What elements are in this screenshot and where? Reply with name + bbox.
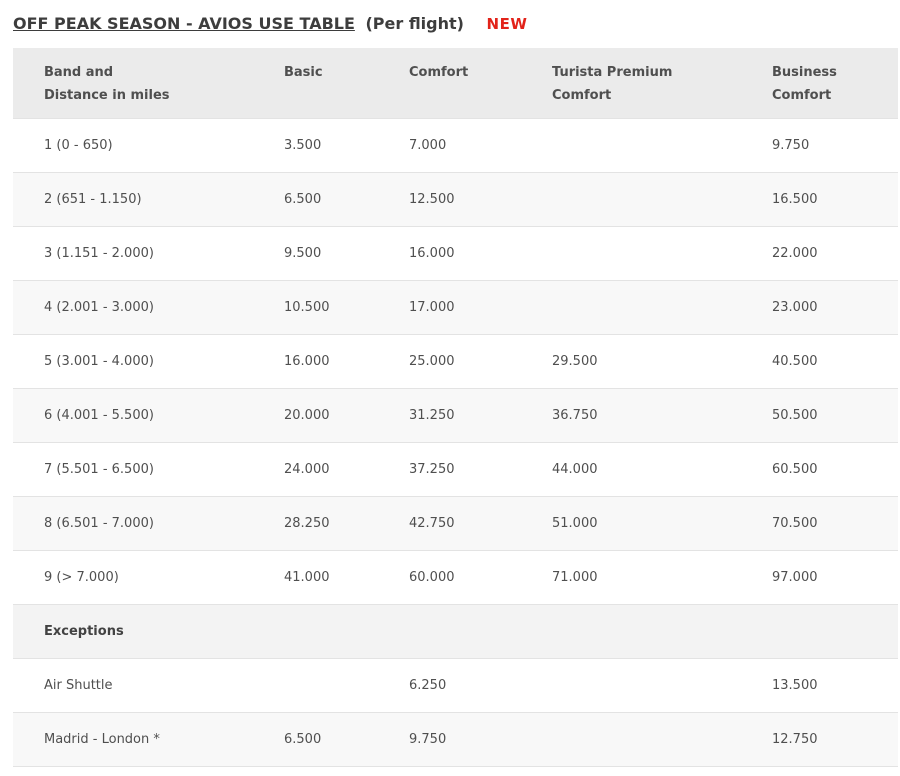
table-row xyxy=(13,280,898,334)
value-cell: 97.000 xyxy=(741,550,898,604)
value-cell xyxy=(521,226,741,280)
title-underlined-text: OFF PEAK SEASON - AVIOS USE TABLE xyxy=(13,14,355,33)
value-cell: 9.500 xyxy=(253,226,378,280)
value-cell: 12.500 xyxy=(378,172,521,226)
value-cell: 10.500 xyxy=(253,280,378,334)
band-cell: 1 (0 - 650) xyxy=(13,118,253,172)
page-title xyxy=(13,14,900,33)
band-cell: 3 (1.151 - 2.000) xyxy=(13,226,253,280)
value-cell xyxy=(741,604,898,658)
value-cell: 42.750 xyxy=(378,496,521,550)
band-cell: 6 (4.001 - 5.500) xyxy=(13,388,253,442)
value-cell: 41.000 xyxy=(253,550,378,604)
column-header-band xyxy=(13,48,253,118)
value-cell xyxy=(253,658,378,712)
value-cell xyxy=(521,712,741,766)
column-header-line1: Band and xyxy=(44,65,114,80)
value-cell: 6.250 xyxy=(378,658,521,712)
title-suffix: (Per flight) xyxy=(365,14,464,33)
value-cell: 37.250 xyxy=(378,442,521,496)
value-cell: 7.000 xyxy=(378,118,521,172)
value-cell xyxy=(378,604,521,658)
new-badge: NEW xyxy=(486,15,528,33)
band-cell: 8 (6.501 - 7.000) xyxy=(13,496,253,550)
value-cell: 28.250 xyxy=(253,496,378,550)
band-cell: Madrid - London * xyxy=(13,712,253,766)
value-cell xyxy=(521,172,741,226)
value-cell: 71.000 xyxy=(521,550,741,604)
value-cell: 12.750 xyxy=(741,712,898,766)
value-cell xyxy=(521,118,741,172)
column-header-line2: Distance in miles xyxy=(44,88,170,103)
column-header-business-comfort xyxy=(741,48,898,118)
value-cell: 22.000 xyxy=(741,226,898,280)
avios-use-table xyxy=(13,48,898,767)
band-cell: Air Shuttle xyxy=(13,658,253,712)
value-cell: 24.000 xyxy=(253,442,378,496)
band-cell: 4 (2.001 - 3.000) xyxy=(13,280,253,334)
value-cell: 51.000 xyxy=(521,496,741,550)
value-cell: 16.000 xyxy=(378,226,521,280)
column-header-line1: Comfort xyxy=(409,65,469,80)
value-cell: 44.000 xyxy=(521,442,741,496)
value-cell: 31.250 xyxy=(378,388,521,442)
band-cell: 7 (5.501 - 6.500) xyxy=(13,442,253,496)
table-row xyxy=(13,712,898,766)
column-header-line1: Business xyxy=(772,65,837,80)
band-cell: 9 (> 7.000) xyxy=(13,550,253,604)
column-header-line2: Comfort xyxy=(772,88,832,103)
value-cell: 9.750 xyxy=(741,118,898,172)
column-header-line1: Turista Premium xyxy=(552,65,673,80)
table-body xyxy=(13,118,898,766)
value-cell: 29.500 xyxy=(521,334,741,388)
value-cell xyxy=(521,604,741,658)
value-cell xyxy=(253,604,378,658)
section-row-exceptions xyxy=(13,604,898,658)
table-row xyxy=(13,226,898,280)
band-cell: Exceptions xyxy=(13,604,253,658)
value-cell: 60.000 xyxy=(378,550,521,604)
table-row xyxy=(13,334,898,388)
value-cell: 50.500 xyxy=(741,388,898,442)
column-header-basic xyxy=(253,48,378,118)
value-cell: 16.000 xyxy=(253,334,378,388)
value-cell: 9.750 xyxy=(378,712,521,766)
value-cell: 40.500 xyxy=(741,334,898,388)
value-cell: 20.000 xyxy=(253,388,378,442)
value-cell: 23.000 xyxy=(741,280,898,334)
header-row xyxy=(13,48,898,118)
table-row xyxy=(13,442,898,496)
table-row xyxy=(13,658,898,712)
value-cell: 36.750 xyxy=(521,388,741,442)
column-header-line2: Comfort xyxy=(552,88,612,103)
column-header-line1: Basic xyxy=(284,65,323,80)
value-cell: 6.500 xyxy=(253,172,378,226)
value-cell: 13.500 xyxy=(741,658,898,712)
band-cell: 2 (651 - 1.150) xyxy=(13,172,253,226)
value-cell: 6.500 xyxy=(253,712,378,766)
table-row xyxy=(13,496,898,550)
table-header xyxy=(13,48,898,118)
table-row xyxy=(13,118,898,172)
value-cell xyxy=(521,658,741,712)
value-cell: 60.500 xyxy=(741,442,898,496)
column-header-comfort xyxy=(378,48,521,118)
band-cell: 5 (3.001 - 4.000) xyxy=(13,334,253,388)
table-row xyxy=(13,550,898,604)
value-cell: 3.500 xyxy=(253,118,378,172)
value-cell: 70.500 xyxy=(741,496,898,550)
value-cell: 16.500 xyxy=(741,172,898,226)
value-cell xyxy=(521,280,741,334)
value-cell: 17.000 xyxy=(378,280,521,334)
table-row xyxy=(13,172,898,226)
value-cell: 25.000 xyxy=(378,334,521,388)
column-header-turista-premium-comfort xyxy=(521,48,741,118)
table-row xyxy=(13,388,898,442)
